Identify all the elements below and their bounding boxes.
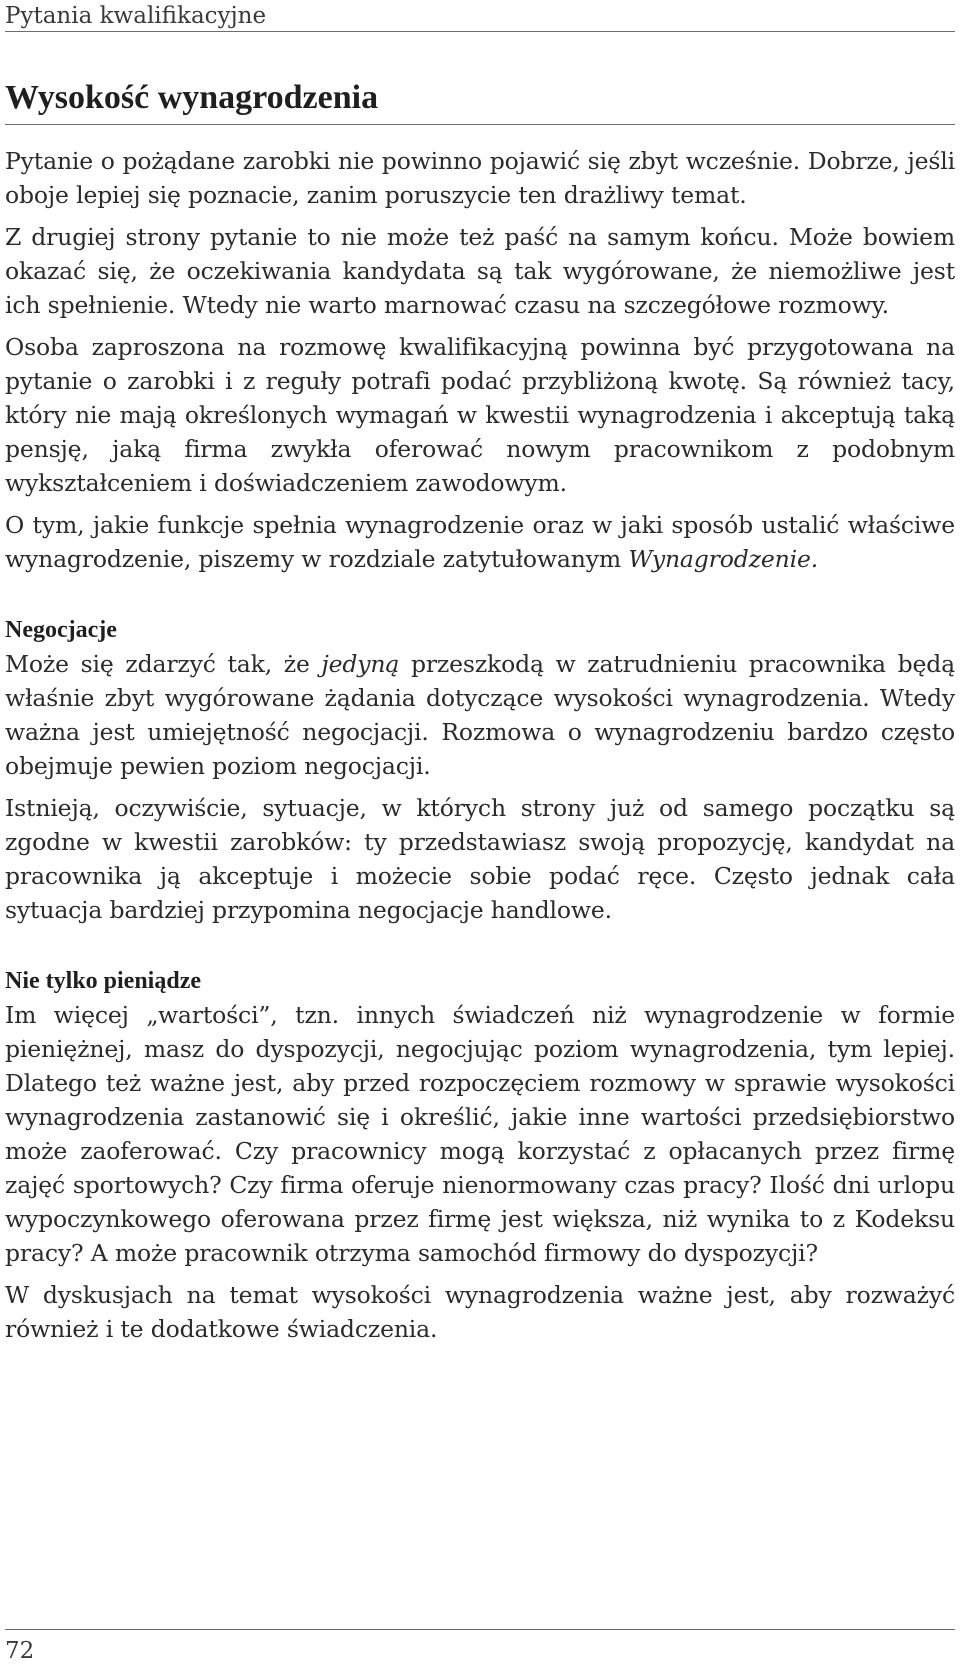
paragraph-benefits-conclusion: W dyskusjach na temat wysokości wynagrodzenia ważne jest, aby rozważyć również i te dodatkowe świadczenia. [5,1281,955,1343]
chapter-title-reference: Wynagrodzenie. [628,545,819,573]
section-title: Wysokość wynagrodzenia [5,79,379,116]
negotiations-text-start: Może się zdarzyć tak, że [5,650,310,678]
emphasis-only: jedyną [321,650,400,678]
title-rule [5,124,955,125]
paragraph-candidate-expectations: Osoba zaproszona na rozmowę kwalifikacyjną powinna być przygotowana na pytanie o zarobki i z reguły potrafi podać przybliżoną kwotę. Są również tacy, który nie mają określonych wymagań w kwestii wynagrodzenia i akceptują taką pensję, jaką firma zwykła oferować nowym pracownikom z podobnym wykształceniem i doświadczeniem zawodowym. [5,333,955,497]
paragraph-timing: Pytanie o pożądane zarobki nie powinno pojawić się zbyt wcześnie. Dobrze, jeśli oboje lepiej się poznacie, zanim poruszycie ten drażliwy temat. [5,147,955,209]
running-header: Pytania kwalifikacyjne [5,3,267,29]
paragraph-chapter-reference [5,508,955,576]
negotiations-text-end: przeszkodą w zatrudnieniu pracownika będą właśnie zbyt wygórowane żądania dotyczące wysokości wynagrodzenia. Wtedy ważna jest umiejętność negocjacji. Rozmowa o wynagrodzeniu bardzo często obejmuje pewien poziom negocjacji. [5,650,955,780]
heading-negotiations: Negocjacje [5,617,117,643]
page-number: 72 [5,1638,35,1664]
book-page [5,0,955,1346]
footer-rule [5,1629,955,1630]
paragraph-not-too-late: Z drugiej strony pytanie to nie może też paść na samym końcu. Może bowiem okazać się, że oczekiwania kandydata są tak wygórowane, że niemożliwe jest ich spełnienie. Wtedy nie warto marnować czasu na szczegółowe rozmowy. [5,223,955,319]
page-footer [5,1629,955,1666]
paragraph-negotiations-intro [5,647,955,783]
heading-not-only-money: Nie tylko pieniądze [5,968,201,994]
header-rule [5,31,955,32]
paragraph-benefits: Im więcej „wartości”, tzn. innych świadczeń niż wynagrodzenie w formie pieniężnej, masz do dyspozycji, negocjując poziom wynagrodzenia, tym lepiej. Dlatego też ważne jest, aby przed rozpoczęciem rozmowy w sprawie wysokości wynagrodzenia zastanowić się i określić, jakie inne wartości przedsiębiorstwo może zaoferować. Czy pracownicy mogą korzystać z opłacanych przez firmę zajęć sportowych? Czy firma oferuje nienormowany czas pracy? Ilość dni urlopu wypoczynkowego oferowana przez firmę jest większa, niż wynika to z Kodeksu pracy? A może pracownik otrzyma samochód firmowy do dyspozycji? [5,1001,955,1267]
paragraph-negotiations-trade: Istnieją, oczywiście, sytuacje, w których strony już od samego początku są zgodne w kwestii zarobków: ty przedstawiasz swoją propozycję, kandydat na pracownika ją akceptuje i możecie sobie podać ręce. Często jednak cała sytuacja bardziej przypomina negocjacje handlowe. [5,794,955,924]
reference-text: O tym, jakie funkcje spełnia wynagrodzenie oraz w jaki sposób ustalić właściwe wynagrodzenie, piszemy w rozdziale zatytułowanym [5,511,955,573]
